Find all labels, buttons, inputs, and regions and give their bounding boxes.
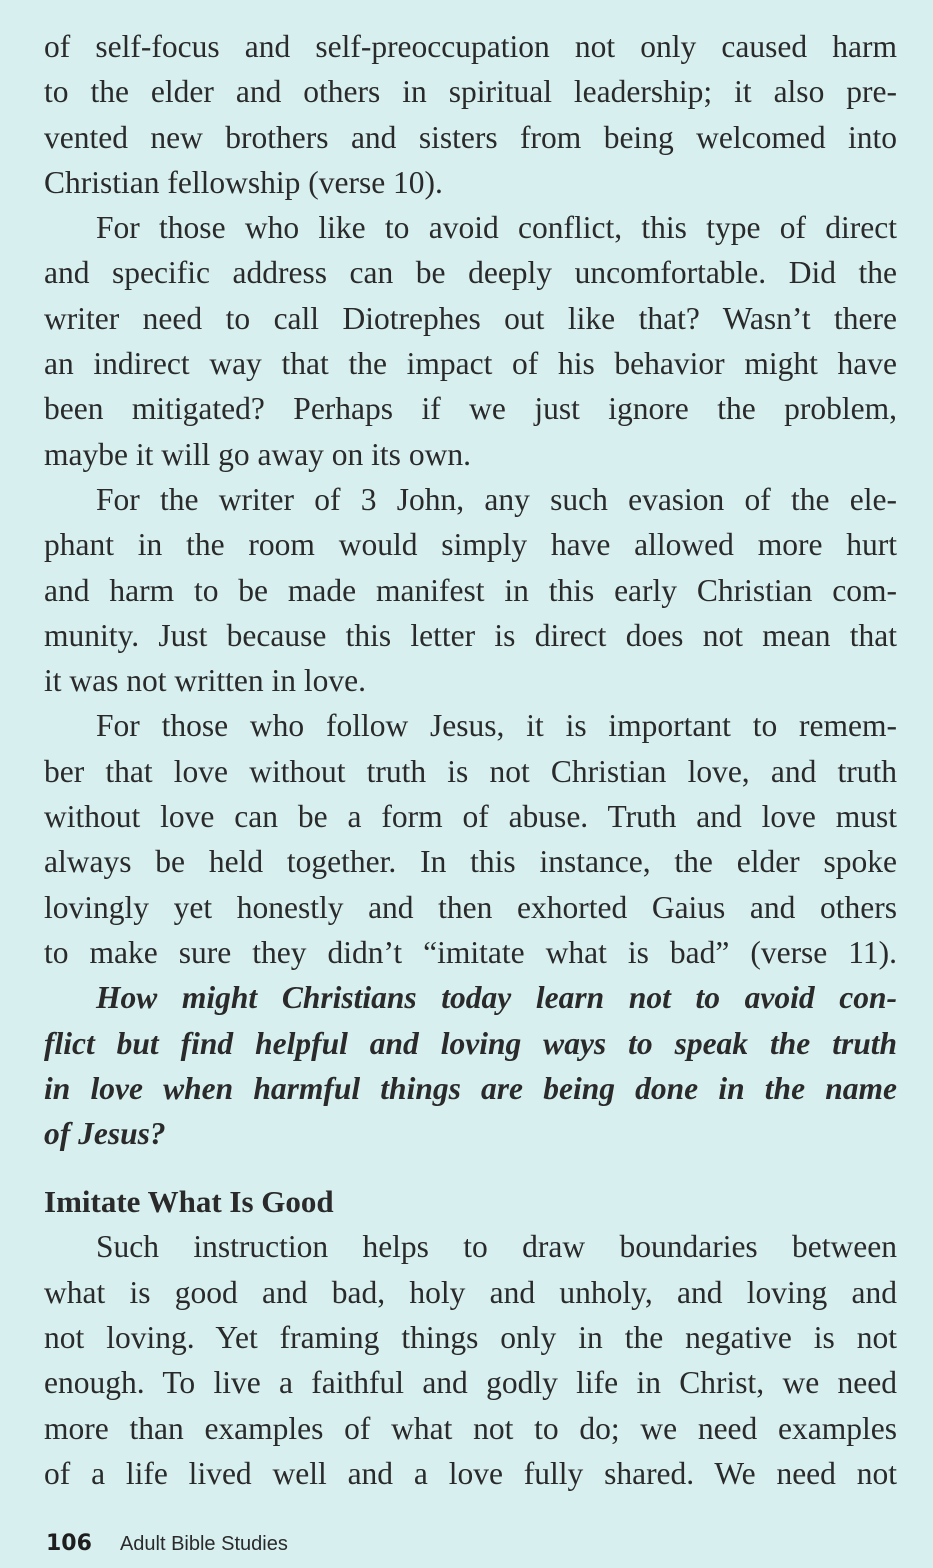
text-line: Christian fellowship (verse 10). bbox=[44, 164, 443, 200]
text-line: ber that love without truth is not Christian love, and truth bbox=[44, 753, 897, 789]
text-line: Such instruction helps to draw boundaries between bbox=[96, 1229, 897, 1265]
discussion-question bbox=[44, 975, 897, 1156]
page-body bbox=[44, 24, 897, 1496]
text-line: munity. Just because this letter is direct does not mean that bbox=[44, 617, 897, 653]
text-line: always be held together. In this instance, the elder spoke bbox=[44, 844, 897, 880]
paragraph-3 bbox=[44, 477, 897, 703]
section-heading: Imitate What Is Good bbox=[44, 1184, 334, 1220]
paragraph-1 bbox=[44, 24, 897, 205]
text-line: without love can be a form of abuse. Truth and love must bbox=[44, 799, 897, 835]
text-line: enough. To live a faithful and godly life in Christ, we need bbox=[44, 1365, 897, 1401]
text-line: For those who follow Jesus, it is important to remem- bbox=[96, 708, 897, 744]
text-line: what is good and bad, holy and unholy, and loving and bbox=[44, 1274, 897, 1310]
text-line: not loving. Yet framing things only in the negative is not bbox=[44, 1320, 897, 1356]
text-line: to make sure they didn’t “imitate what is bad” (verse 11). bbox=[44, 934, 897, 970]
text-line: For the writer of 3 John, any such evasion of the ele- bbox=[96, 481, 897, 517]
question-line: in love when harmful things are being done in the name bbox=[44, 1070, 897, 1106]
text-line: it was not written in love. bbox=[44, 663, 366, 699]
text-line: more than examples of what not to do; we need examples bbox=[44, 1410, 897, 1446]
text-line: and harm to be made manifest in this early Christian com- bbox=[44, 572, 897, 608]
text-line: to the elder and others in spiritual leadership; it also pre- bbox=[44, 74, 897, 110]
text-line: writer need to call Diotrephes out like that? Wasn’t there bbox=[44, 300, 897, 336]
text-line: an indirect way that the impact of his behavior might have bbox=[44, 346, 897, 382]
page-number: 106 bbox=[46, 1531, 92, 1556]
paragraph-5 bbox=[44, 1224, 897, 1496]
question-line: How might Christians today learn not to avoid con- bbox=[96, 980, 897, 1016]
page-footer bbox=[46, 1528, 288, 1560]
publication-title: Adult Bible Studies bbox=[119, 1533, 288, 1555]
paragraph-2 bbox=[44, 205, 897, 477]
text-line: been mitigated? Perhaps if we just ignore the problem, bbox=[44, 391, 897, 427]
text-line: and specific address can be deeply uncomfortable. Did the bbox=[44, 255, 897, 291]
text-line: vented new brothers and sisters from being welcomed into bbox=[44, 119, 897, 155]
paragraph-4 bbox=[44, 703, 897, 975]
text-line: of a life lived well and a love fully shared. We need not bbox=[44, 1455, 897, 1491]
question-line: of Jesus? bbox=[44, 1116, 166, 1152]
question-line: flict but find helpful and loving ways to speak the truth bbox=[44, 1025, 897, 1061]
text-line: of self-focus and self-preoccupation not only caused harm bbox=[44, 29, 897, 64]
text-line: phant in the room would simply have allowed more hurt bbox=[44, 527, 897, 563]
text-line: For those who like to avoid conflict, this type of direct bbox=[96, 210, 897, 246]
text-line: maybe it will go away on its own. bbox=[44, 436, 471, 472]
text-line: lovingly yet honestly and then exhorted Gaius and others bbox=[44, 889, 897, 925]
